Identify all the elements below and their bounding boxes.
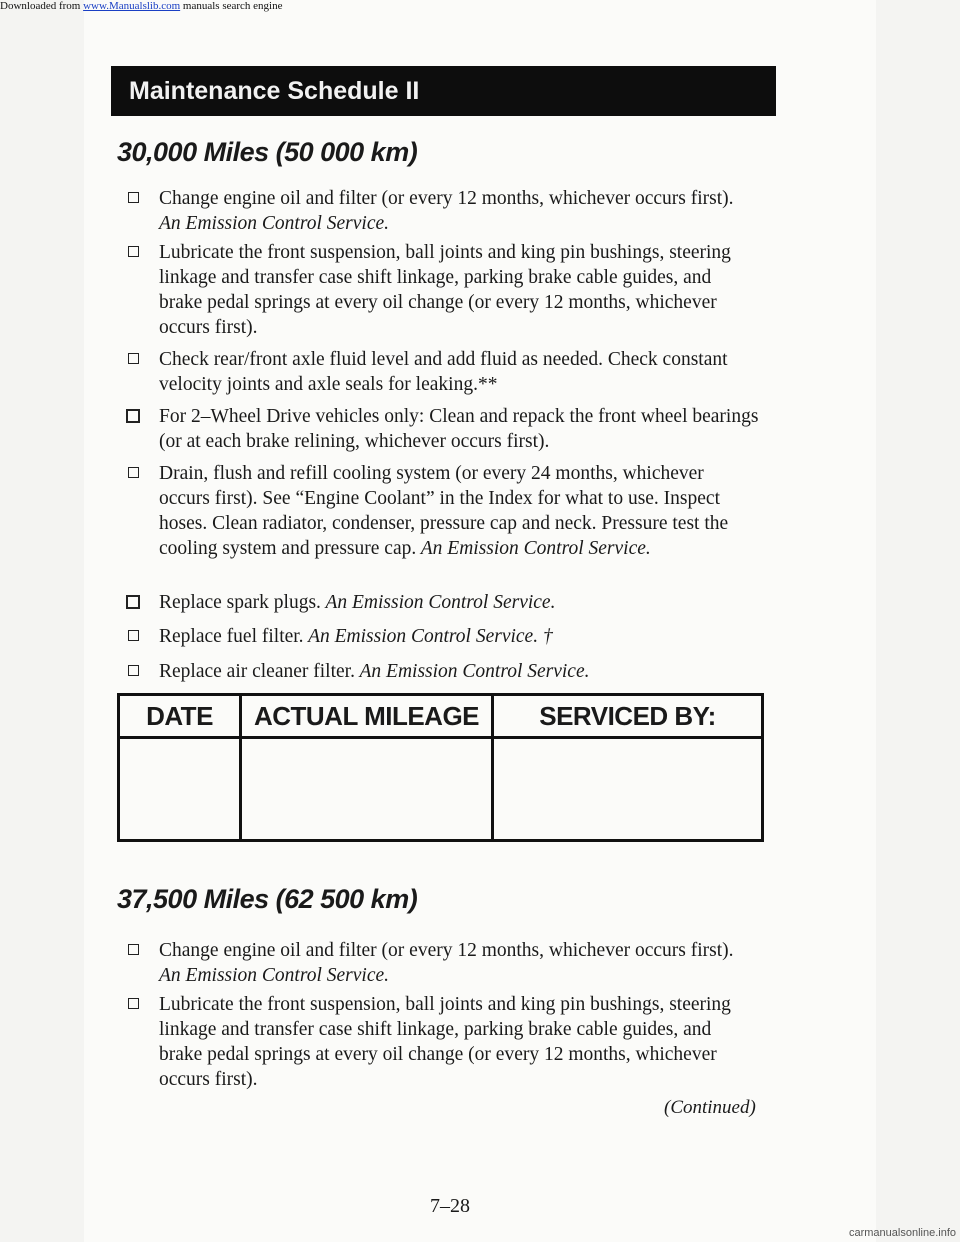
checkbox[interactable] [128,467,139,478]
checkbox[interactable] [128,944,139,955]
item-text: Replace air cleaner filter. [159,661,355,682]
header-suffix: manuals search engine [180,0,283,12]
checkbox[interactable] [128,998,139,1009]
item-text: Lubricate the front suspension, ball joints and king pin bushings, steering linkage and transfer case shift linkage, parking brake cable guides, and brake pedal springs at every oil change (or every 12 months, whichever occurs first). [159,994,731,1090]
page-title-banner: Maintenance Schedule II [111,66,776,116]
actual-mileage-cell[interactable] [241,738,493,841]
item-emphasis: An Emission Control Service. [320,592,556,613]
continued-note: (Continued) [664,1097,756,1118]
checkbox[interactable] [128,665,139,676]
checkbox[interactable] [126,409,140,423]
item-text: Replace fuel filter. [159,626,304,647]
service-log-table [117,693,764,842]
checkbox[interactable] [128,353,139,364]
item-emphasis: An Emission Control Service. [416,538,651,559]
checkbox[interactable] [128,246,139,257]
page-number: 7–28 [430,1195,470,1217]
item-text: Check rear/front axle fluid level and add fluid as needed. Check constant velocity joints and axle seals for leaking.** [159,349,728,395]
footer-watermark: carmanualsonline.info [848,1227,956,1239]
item-text: Lubricate the front suspension, ball joints and king pin bushings, steering linkage and transfer case shift linkage, parking brake cable guides, and brake pedal springs at every oil change (or every 12 months, whichever occurs first). [159,242,731,338]
checkbox[interactable] [128,192,139,203]
item-emphasis: An Emission Control Service. [159,965,390,986]
checkbox[interactable] [126,595,140,609]
date-column-header: DATE [119,695,241,738]
date-cell[interactable] [119,738,241,841]
section-title-37500: 37,500 Miles (62 500 km) [117,884,418,914]
item-emphasis: An Emission Control Service. † [303,626,553,647]
item-text: Replace spark plugs. [159,592,321,613]
item-text: Change engine oil and filter (or every 12 months, whichever occurs first). [159,940,734,961]
manualslib-link[interactable]: www.Manualslib.com [83,0,181,12]
actual-mileage-column-header: ACTUAL MILEAGE [241,695,493,738]
serviced-by-column-header: SERVICED BY: [493,695,763,738]
item-emphasis: An Emission Control Service. [159,213,390,234]
section-title-30000: 30,000 Miles (50 000 km) [117,137,418,167]
checkbox[interactable] [128,630,139,641]
item-emphasis: An Emission Control Service. [354,661,590,682]
serviced-by-cell[interactable] [493,738,763,841]
item-text: For 2–Wheel Drive vehicles only: Clean and repack the front wheel bearings (or at each brake relining, whichever occurs first). [159,406,759,452]
header-prefix: Downloaded from [0,0,84,12]
item-text: Change engine oil and filter (or every 12 months, whichever occurs first). [159,188,734,209]
download-header [0,0,282,12]
item-text: Drain, flush and refill cooling system (or every 24 months, whichever occurs first). See “Engine Coolant” in the Index for what to use. Inspect hoses. Clean radiator, condenser, pressure cap and neck. Pressure test the cooling system and pressure cap. [159,463,729,559]
